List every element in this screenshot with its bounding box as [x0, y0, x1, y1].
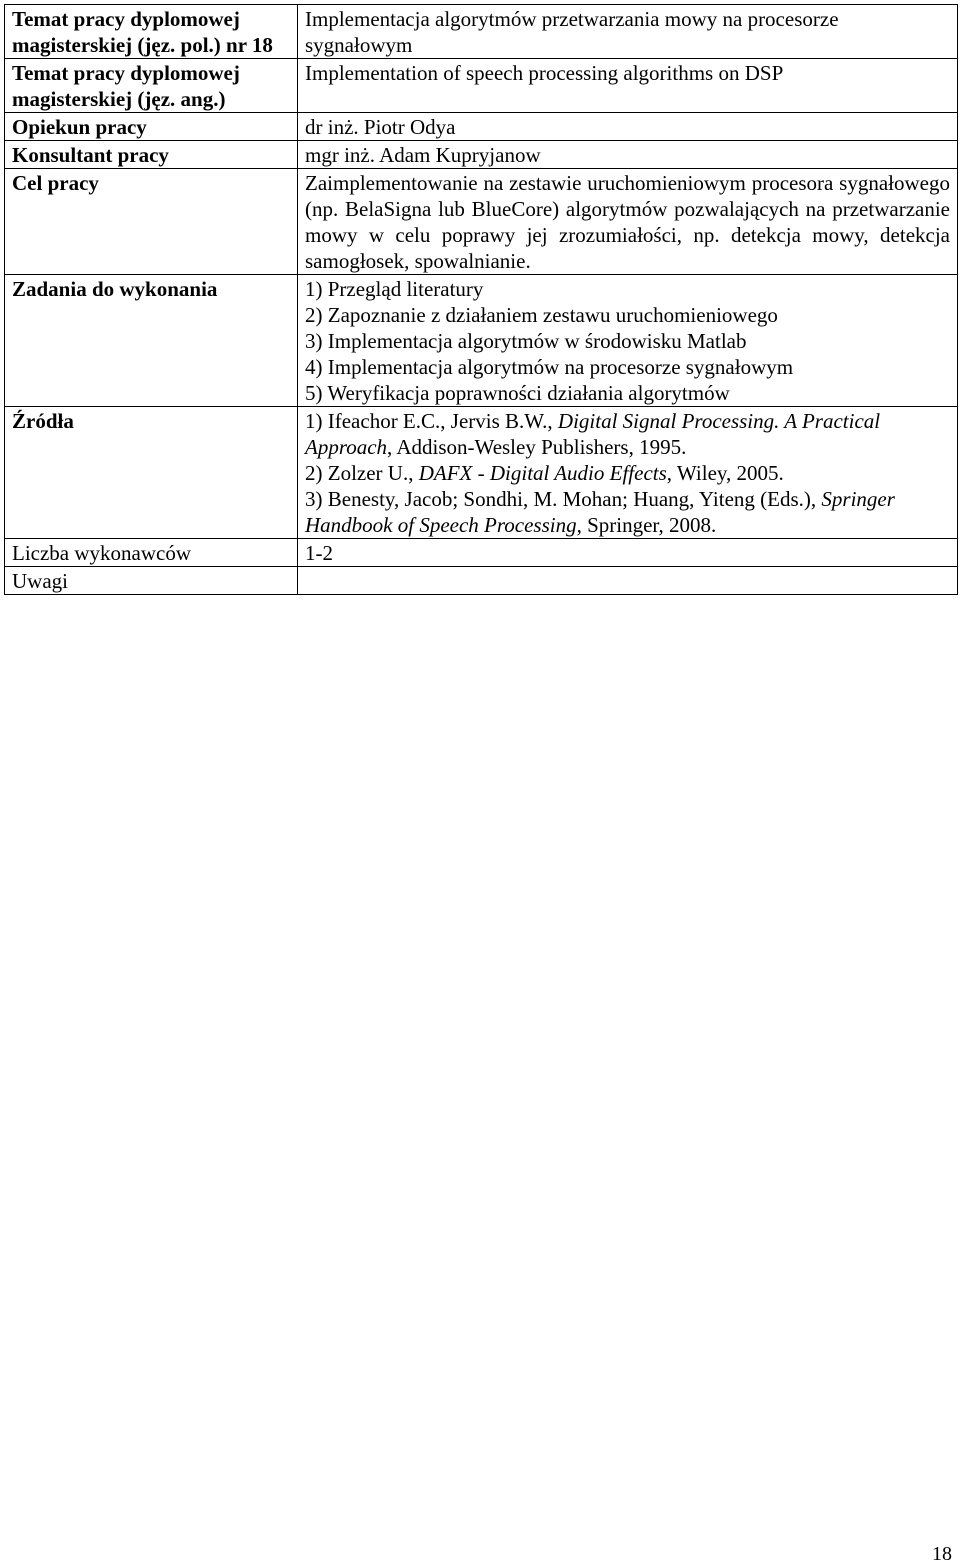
task-item: 1) Przegląd literatury [305, 277, 484, 301]
supervisor-label: Opiekun pracy [5, 113, 298, 141]
table-row [5, 407, 958, 539]
task-item: 5) Weryfikacja poprawności działania algorytmów [305, 381, 730, 405]
reference-title: DAFX - Digital Audio Effects [418, 461, 667, 485]
table-row [5, 59, 958, 113]
table-row [5, 141, 958, 169]
remarks-value [298, 567, 958, 595]
reference-item [305, 408, 950, 460]
table-row [5, 275, 958, 407]
task-item: 2) Zapoznanie z działaniem zestawu uruchomieniowego [305, 303, 778, 327]
remarks-label: Uwagi [5, 567, 298, 595]
title-pl-value: Implementacja algorytmów przetwarzania mowy na procesorze sygnałowym [298, 5, 958, 59]
reference-item [305, 460, 950, 486]
reference-title: Springer Handbook of Speech Processing [305, 487, 895, 537]
consultant-label: Konsultant pracy [5, 141, 298, 169]
goal-label: Cel pracy [5, 169, 298, 275]
sources-label: Źródła [5, 407, 298, 539]
executors-value: 1-2 [298, 539, 958, 567]
reference-authors: 1) Ifeachor E.C., Jervis B.W., [305, 409, 558, 433]
consultant-value: mgr inż. Adam Kupryjanow [298, 141, 958, 169]
table-row [5, 113, 958, 141]
reference-title: Digital Signal Processing. A Practical Approach [305, 409, 881, 459]
page-number: 18 [932, 1543, 952, 1565]
table-row [5, 567, 958, 595]
task-item: 4) Implementacja algorytmów na procesorze sygnałowym [305, 355, 794, 379]
title-en-label: Temat pracy dyplomowej magisterskiej (jęz. ang.) [5, 59, 298, 113]
table-row [5, 169, 958, 275]
thesis-topic-table [4, 4, 958, 595]
tasks-list [298, 275, 958, 407]
table-row [5, 539, 958, 567]
sources-list [298, 407, 958, 539]
reference-publisher: , Springer, 2008. [576, 513, 717, 537]
goal-value: Zaimplementowanie na zestawie uruchomieniowym procesora sygnałowego (np. BelaSigna lub BlueCore) algorytmów pozwalających na przetwarzanie mowy w celu poprawy jej zrozumiałości, np. detekcja mowy, detekcja samogłosek, spowalnianie. [298, 169, 958, 275]
reference-publisher: , Addison-Wesley Publishers, 1995. [387, 435, 687, 459]
reference-item [305, 486, 950, 538]
executors-label: Liczba wykonawców [5, 539, 298, 567]
task-item: 3) Implementacja algorytmów w środowisku Matlab [305, 329, 747, 353]
reference-authors: 3) Benesty, Jacob; Sondhi, M. Mohan; Huang, Yiteng (Eds.), [305, 487, 822, 511]
title-pl-label: Temat pracy dyplomowej magisterskiej (jęz. pol.) nr 18 [5, 5, 298, 59]
reference-authors: 2) Zolzer U., [305, 461, 419, 485]
table-row [5, 5, 958, 59]
supervisor-value: dr inż. Piotr Odya [298, 113, 958, 141]
title-en-value: Implementation of speech processing algorithms on DSP [298, 59, 958, 113]
tasks-label: Zadania do wykonania [5, 275, 298, 407]
reference-publisher: , Wiley, 2005. [666, 461, 784, 485]
